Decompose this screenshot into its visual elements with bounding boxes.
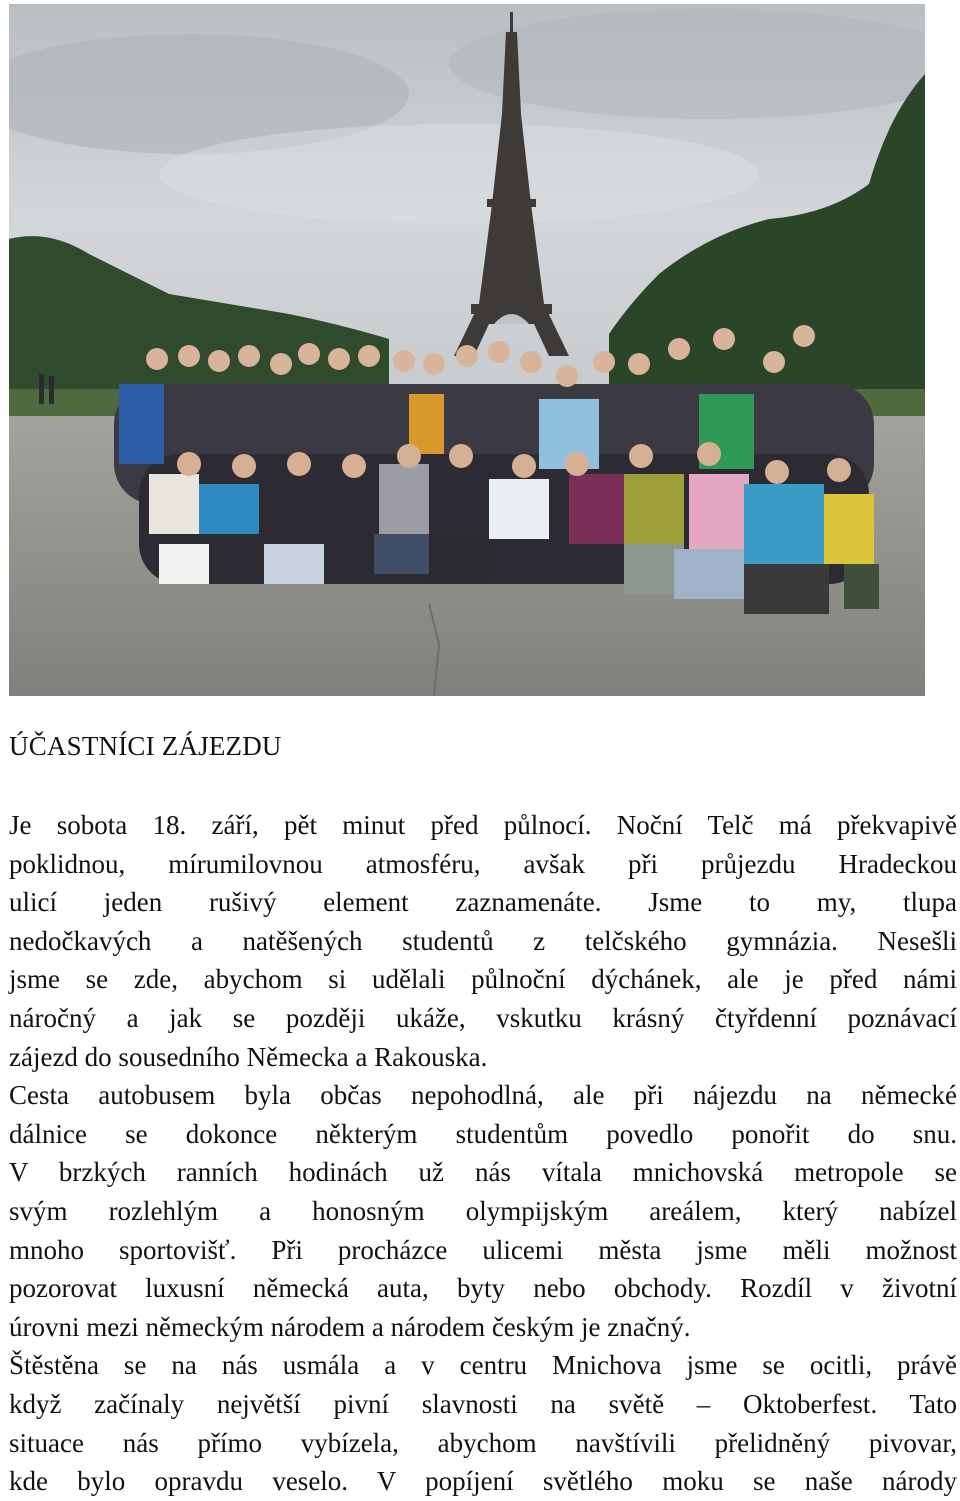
text-line: situace nás přímo vybízela, abychom navštívili přelidněný pivovar, bbox=[9, 1427, 957, 1458]
text-line: úrovni mezi německým národem a národem českým je značný. bbox=[9, 1311, 691, 1342]
section-heading: ÚČASTNÍCI ZÁJEZDU bbox=[9, 731, 282, 761]
text-line: zájezd do sousedního Německa a Rakouska. bbox=[9, 1041, 488, 1072]
text-line: pozorovat luxusní německá auta, byty nebo obchody. Rozdíl v životní bbox=[9, 1273, 957, 1304]
text-line: V brzkých ranních hodinách už nás vítala mnichovská metropole se bbox=[9, 1157, 957, 1188]
text-line: mnoho sportovišť. Při procházce ulicemi města jsme měli možnost bbox=[9, 1234, 957, 1265]
text-line: kde bylo opravdu veselo. V popíjení světlého moku se naše národy bbox=[9, 1466, 957, 1497]
text-line: dálnice se dokonce některým studentům povedlo ponořit do snu. bbox=[9, 1118, 957, 1149]
text-line: když začínaly největší pivní slavnosti na světě – Oktoberfest. Tato bbox=[9, 1388, 957, 1419]
text-line: náročný a jak se později ukáže, vskutku krásný čtyřdenní poznávací bbox=[9, 1002, 957, 1033]
text-line: svým rozlehlým a honosným olympijským areálem, který nabízel bbox=[9, 1195, 957, 1226]
group-photo-eiffel-tower bbox=[9, 4, 925, 696]
text-line: poklidnou, mírumilovnou atmosféru, avšak při průjezdu Hradeckou bbox=[9, 848, 957, 879]
photo-illustration bbox=[9, 4, 925, 696]
text-line: Štěstěna se na nás usmála a v centru Mnichova jsme se ocitli, právě bbox=[9, 1350, 957, 1381]
text-line: jsme se zde, abychom si udělali půlnoční dýchánek, ale je před námi bbox=[9, 964, 957, 995]
text-line: nedočkavých a natěšených studentů z telčského gymnázia. Nesešli bbox=[9, 925, 957, 956]
text-line: Cesta autobusem byla občas nepohodlná, ale při nájezdu na německé bbox=[9, 1080, 957, 1111]
text-line: ulicí jeden rušivý element zaznamenáte. Jsme to my, tlupa bbox=[9, 887, 957, 918]
text-line: Je sobota 18. září, pět minut před půlnocí. Noční Telč má překvapivě bbox=[9, 810, 957, 840]
article-body bbox=[9, 806, 957, 1501]
